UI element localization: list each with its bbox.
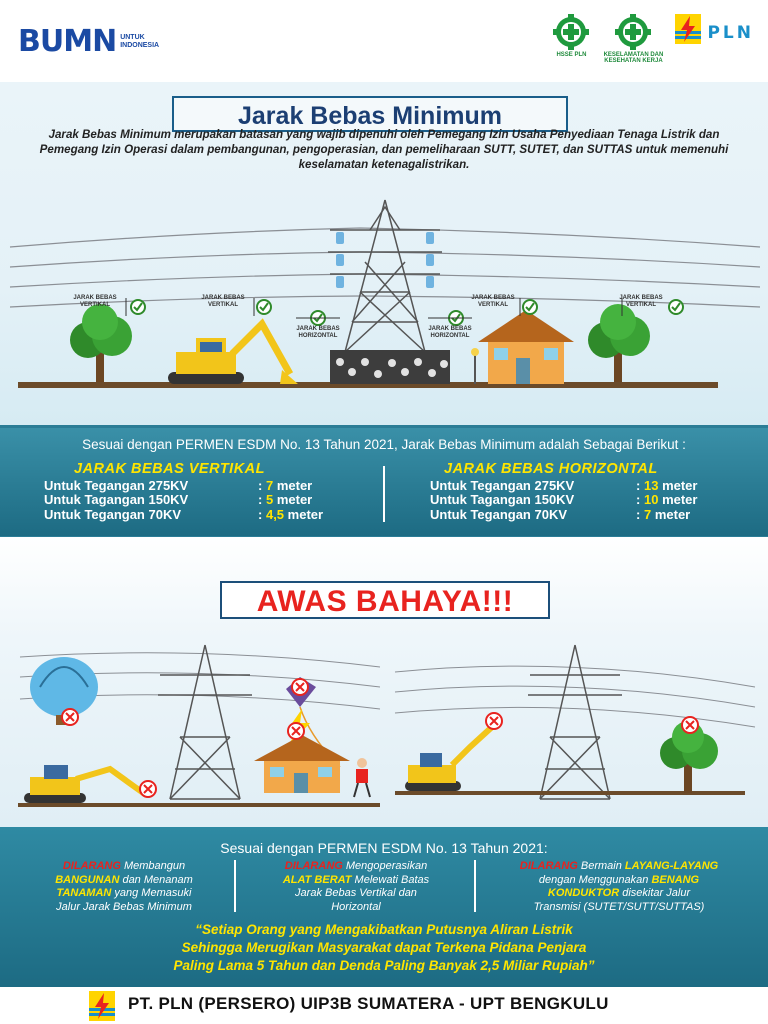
prohibition-text: dan Menanam: [119, 873, 193, 886]
footer-company-name: PT. PLN (PERSERO) UIP3B SUMATERA - UPT BENGKULU: [128, 994, 609, 1013]
dilarang-word: DILARANG: [284, 860, 343, 872]
prohibition-text: Membangun: [120, 860, 186, 872]
rule-unit: meter: [662, 478, 698, 493]
horizontal-row-value: [636, 492, 697, 507]
prohibition-text: Melewati Batas: [351, 873, 430, 886]
highlight-word: BANGUNAN: [55, 873, 120, 886]
k3-label: KESELAMATAN DAN KESEHATAN KERJA: [603, 52, 664, 64]
rule-colon: :: [636, 507, 641, 522]
k3-logo: [603, 14, 663, 64]
rule-label: Untuk Tegangan 70KV: [44, 507, 182, 522]
prohibition-buildings: [20, 860, 228, 914]
excavator-2: [24, 765, 146, 803]
rule-colon: :: [258, 507, 263, 522]
prohibition-divider-2: [474, 860, 476, 912]
danger-illustration: [0, 537, 768, 827]
intro-section: [0, 82, 768, 425]
rule-label: Untuk Tegangan 275KV: [44, 478, 189, 493]
rule-label: Untuk Tagangan 150KV: [430, 492, 575, 507]
highlight-word: BENANG: [651, 873, 700, 886]
page-title: Jarak Bebas Minimum: [238, 102, 502, 130]
rule-colon: :: [258, 478, 263, 493]
vertical-row-value: [258, 507, 323, 522]
horizontal-row-value: [636, 478, 697, 493]
vertical-row: [44, 492, 188, 507]
penalty-quote: [40, 921, 728, 975]
tree-right: [588, 304, 650, 382]
hsse-pln-logo: [551, 14, 591, 58]
rule-colon: :: [636, 492, 641, 507]
rule-value: 7: [265, 478, 274, 493]
rule-label: Untuk Tagangan 150KV: [44, 492, 189, 507]
rules-divider: [383, 466, 385, 522]
quote-line: Sehingga Merugikan Masyarakat dapat Terkena Pidana Penjara: [181, 940, 587, 955]
horizontal-row: [430, 478, 574, 493]
tower-3: [528, 645, 622, 799]
rule-value: 7: [643, 507, 652, 522]
cross-icons: [62, 679, 698, 797]
vertical-column-title: JARAK BEBAS VERTIKAL: [74, 461, 266, 477]
house-1: [471, 310, 574, 384]
bumn-sub-line2: INDONESIA: [120, 41, 160, 49]
highlight-word: KONDUKTOR: [547, 887, 620, 899]
intro-text: Jarak Bebas Minimum merupakan batasan yang wajib dipenuhi oleh Pemegang Izin Usaha Penyediaan Tenaga Listrik dan Pemegang Izin Operasi dalam pembangunan, pengoperasian, dan pemeliharaan SUTT, SUTET, dan SUTTAS untuk memenuhi keselamatan ketenagalistrikan.: [39, 128, 729, 171]
pln-lightning-icon: [675, 14, 701, 44]
highlight-word: TANAMAN: [56, 887, 112, 899]
rule-value: 4,5: [265, 507, 285, 522]
rule-unit: meter: [662, 492, 698, 507]
bumn-logo-word: BUMN: [18, 24, 117, 59]
label-vertical-2: JARAK BEBAS VERTIKAL: [201, 295, 245, 308]
label-vertical-4: JARAK BEBAS VERTIKAL: [619, 295, 663, 308]
rule-unit: meter: [276, 492, 313, 507]
prohibition-text: Mengoperasikan: [342, 860, 428, 872]
tower-2: [158, 645, 252, 799]
vertical-row-value: [258, 478, 312, 493]
prohibition-text: yang Memasuki: [111, 887, 192, 899]
excavator-1: [168, 324, 298, 384]
rule-value: 5: [265, 492, 274, 507]
bumn-sub-line1: UNTUK: [120, 33, 145, 41]
bumn-logo: [18, 24, 159, 59]
label-horizontal-2: JARAK BEBAS HORIZONTAL: [428, 326, 472, 339]
k3-gear-icon: [613, 14, 653, 50]
label-horizontal-1: JARAK BEBAS HORIZONTAL: [296, 326, 340, 339]
prohibition-text: Transmisi (SUTET/SUTT/SUTTAS): [533, 900, 705, 913]
label-vertical-1: JARAK BEBAS VERTIKAL: [73, 295, 117, 308]
prohibition-text: Bermain: [577, 860, 625, 872]
prohibition-text: Horizontal: [331, 900, 381, 913]
quote-line: “Setiap Orang yang Mengakibatkan Putusnya Aliran Listrik: [195, 922, 573, 937]
horizontal-column-title: JARAK BEBAS HORIZONTAL: [444, 461, 658, 477]
partner-logos: [551, 14, 754, 64]
label-vertical-3: JARAK BEBAS VERTIKAL: [471, 295, 515, 308]
quote-line: Paling Lama 5 Tahun dan Denda Paling Banyak 2,5 Miliar Rupiah”: [173, 958, 595, 973]
prohibition-divider-1: [234, 860, 236, 912]
vertical-row-value: [258, 492, 312, 507]
pln-logo: [675, 14, 754, 44]
vertical-row: [44, 507, 181, 522]
hsse-label: HSSE PLN: [556, 52, 587, 58]
pln-footer-logo-icon: [88, 991, 116, 1021]
rule-value: 10: [643, 492, 659, 507]
excavator-3: [405, 727, 492, 791]
warning-title: AWAS BAHAYA!!!: [256, 585, 514, 618]
house-2: [254, 735, 350, 793]
header: [0, 0, 768, 82]
vertical-row: [44, 478, 188, 493]
pln-wordmark: PLN: [707, 23, 754, 43]
hsse-gear-icon: [551, 14, 591, 50]
dilarang-word: DILARANG: [62, 860, 121, 872]
prohibition-text: Jalur Jarak Bebas Minimum: [56, 900, 192, 913]
prohibition-heading: Sesuai dengan PERMEN ESDM No. 13 Tahun 2021:: [220, 840, 548, 856]
rules-heading: Sesuai dengan PERMEN ESDM No. 13 Tahun 2021, Jarak Bebas Minimum adalah Sebagai Berikut :: [82, 437, 686, 452]
rule-colon: :: [636, 478, 641, 493]
tree-left: [70, 304, 132, 382]
highlight-word: LAYANG-LAYANG: [624, 860, 719, 872]
rule-value: 13: [643, 478, 659, 493]
person-with-kite: [354, 758, 370, 797]
prohibition-kites: [478, 860, 760, 914]
dilarang-word: DILARANG: [519, 860, 578, 872]
horizontal-row: [430, 507, 567, 522]
danger-section: [0, 537, 768, 827]
prohibition-text: disekitar Jalur: [619, 887, 691, 899]
rule-unit: meter: [287, 507, 324, 522]
rule-colon: :: [258, 492, 263, 507]
bumn-logo-sub: [120, 34, 159, 50]
prohibition-text: dengan Menggunakan: [538, 873, 652, 886]
insulators: [336, 232, 434, 288]
rule-unit: meter: [276, 478, 313, 493]
rule-label: Untuk Tegangan 275KV: [430, 478, 575, 493]
highlight-word: ALAT BERAT: [282, 873, 352, 886]
horizontal-row-value: [636, 507, 690, 522]
horizontal-row: [430, 492, 574, 507]
prohibition-text: Jarak Bebas Vertikal dan: [295, 887, 417, 899]
rule-label: Untuk Tegangan 70KV: [430, 507, 568, 522]
rule-unit: meter: [654, 507, 691, 522]
prohibition-heavy-equipment: [242, 860, 470, 914]
